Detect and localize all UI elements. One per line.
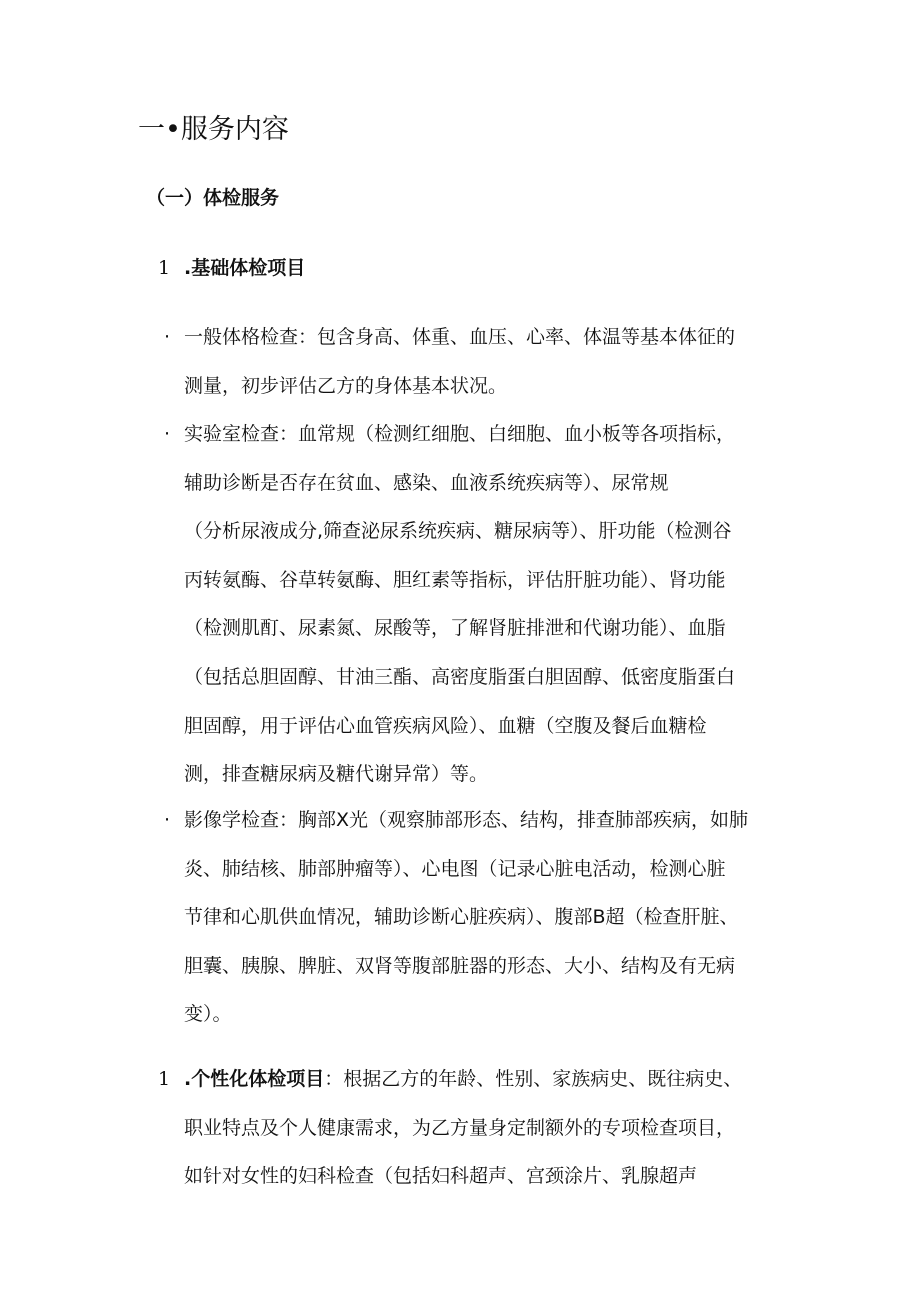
item-personalized-exam — [158, 1055, 742, 1201]
bullet-symbol: · — [164, 326, 171, 348]
subsection-title: （一）体检服务 — [146, 187, 280, 209]
text-line: 胆囊、胰腺、脾脏、双肾等腹部脏器的形态、大小、结构及有无病 — [184, 954, 736, 977]
bullet-general-physical-exam — [158, 313, 735, 410]
item-title: .基础体检项目 — [184, 257, 306, 279]
text-line: 变）。 — [184, 1003, 232, 1026]
text-line — [158, 1055, 742, 1104]
text-line: 胆固醇，用于评估心血管疾病风险）、血糖（空腹及餐后血糖检 — [184, 714, 707, 737]
item-title: .个性化体检项目 — [184, 1068, 325, 1090]
section-title: 一•服务内容 — [138, 114, 289, 145]
bullet-symbol: · — [164, 423, 171, 445]
text-line: 一般体格检查：包含身高、体重、血压、心率、体温等基本体征的 — [184, 326, 736, 348]
bullet-symbol: · — [164, 809, 171, 831]
item-heading-basic-exam — [158, 252, 305, 284]
text-line: （包括总胆固醇、甘油三酯、高密度脂蛋白胆固醇、低密度脂蛋白 — [184, 665, 736, 688]
text-line: 职业特点及个人健康需求，为乙方量身定制额外的专项检查项目， — [184, 1116, 736, 1139]
bullet-laboratory-exam — [158, 410, 735, 799]
text-line: 测，排查糖尿病及糖代谢异常）等。 — [184, 763, 489, 786]
text-line: 丙转氨酶、谷草转氨酶、胆红素等指标，评估肝脏功能）、肾功能 — [184, 568, 726, 591]
text-line: 测量，初步评估乙方的身体基本状况。 — [184, 374, 508, 397]
text-line: （检测肌酊、尿素氮、尿酸等，了解肾脏排泄和代谢功能）、血脂 — [184, 617, 726, 640]
text-line: （分析尿液成分,筛查泌尿系统疾病、糖尿病等）、肝功能（检测谷 — [184, 520, 732, 543]
text-line: 影像学检查：胸部X光（观察肺部形态、结构，排查肺部疾病，如肺 — [184, 809, 749, 831]
text-line: 实验室检查：血常规（检测红细胞、白细胞、血小板等各项指标， — [184, 423, 736, 445]
item-number: 1 — [158, 257, 171, 279]
text-line: 辅助诊断是否存在贫血、感染、血液系统疾病等）、尿常规 — [184, 471, 669, 494]
text-line: 炎、肺结核、肺部肿瘤等）、心电图（记录心脏电活动，检测心脏 — [184, 857, 726, 880]
item-text: ：根据乙方的年龄、性别、家族病史、既往病史、 — [324, 1068, 743, 1090]
bullet-imaging-exam — [158, 796, 748, 1039]
item-number: 1 — [158, 1068, 171, 1090]
text-line: 如针对女性的妇科检查（包括妇科超声、宫颈涂片、乳腺超声 — [184, 1165, 698, 1188]
text-line: 节律和心肌供血情况，辅助诊断心脏疾病）、腹部B超（检查肝脏、 — [184, 906, 739, 929]
